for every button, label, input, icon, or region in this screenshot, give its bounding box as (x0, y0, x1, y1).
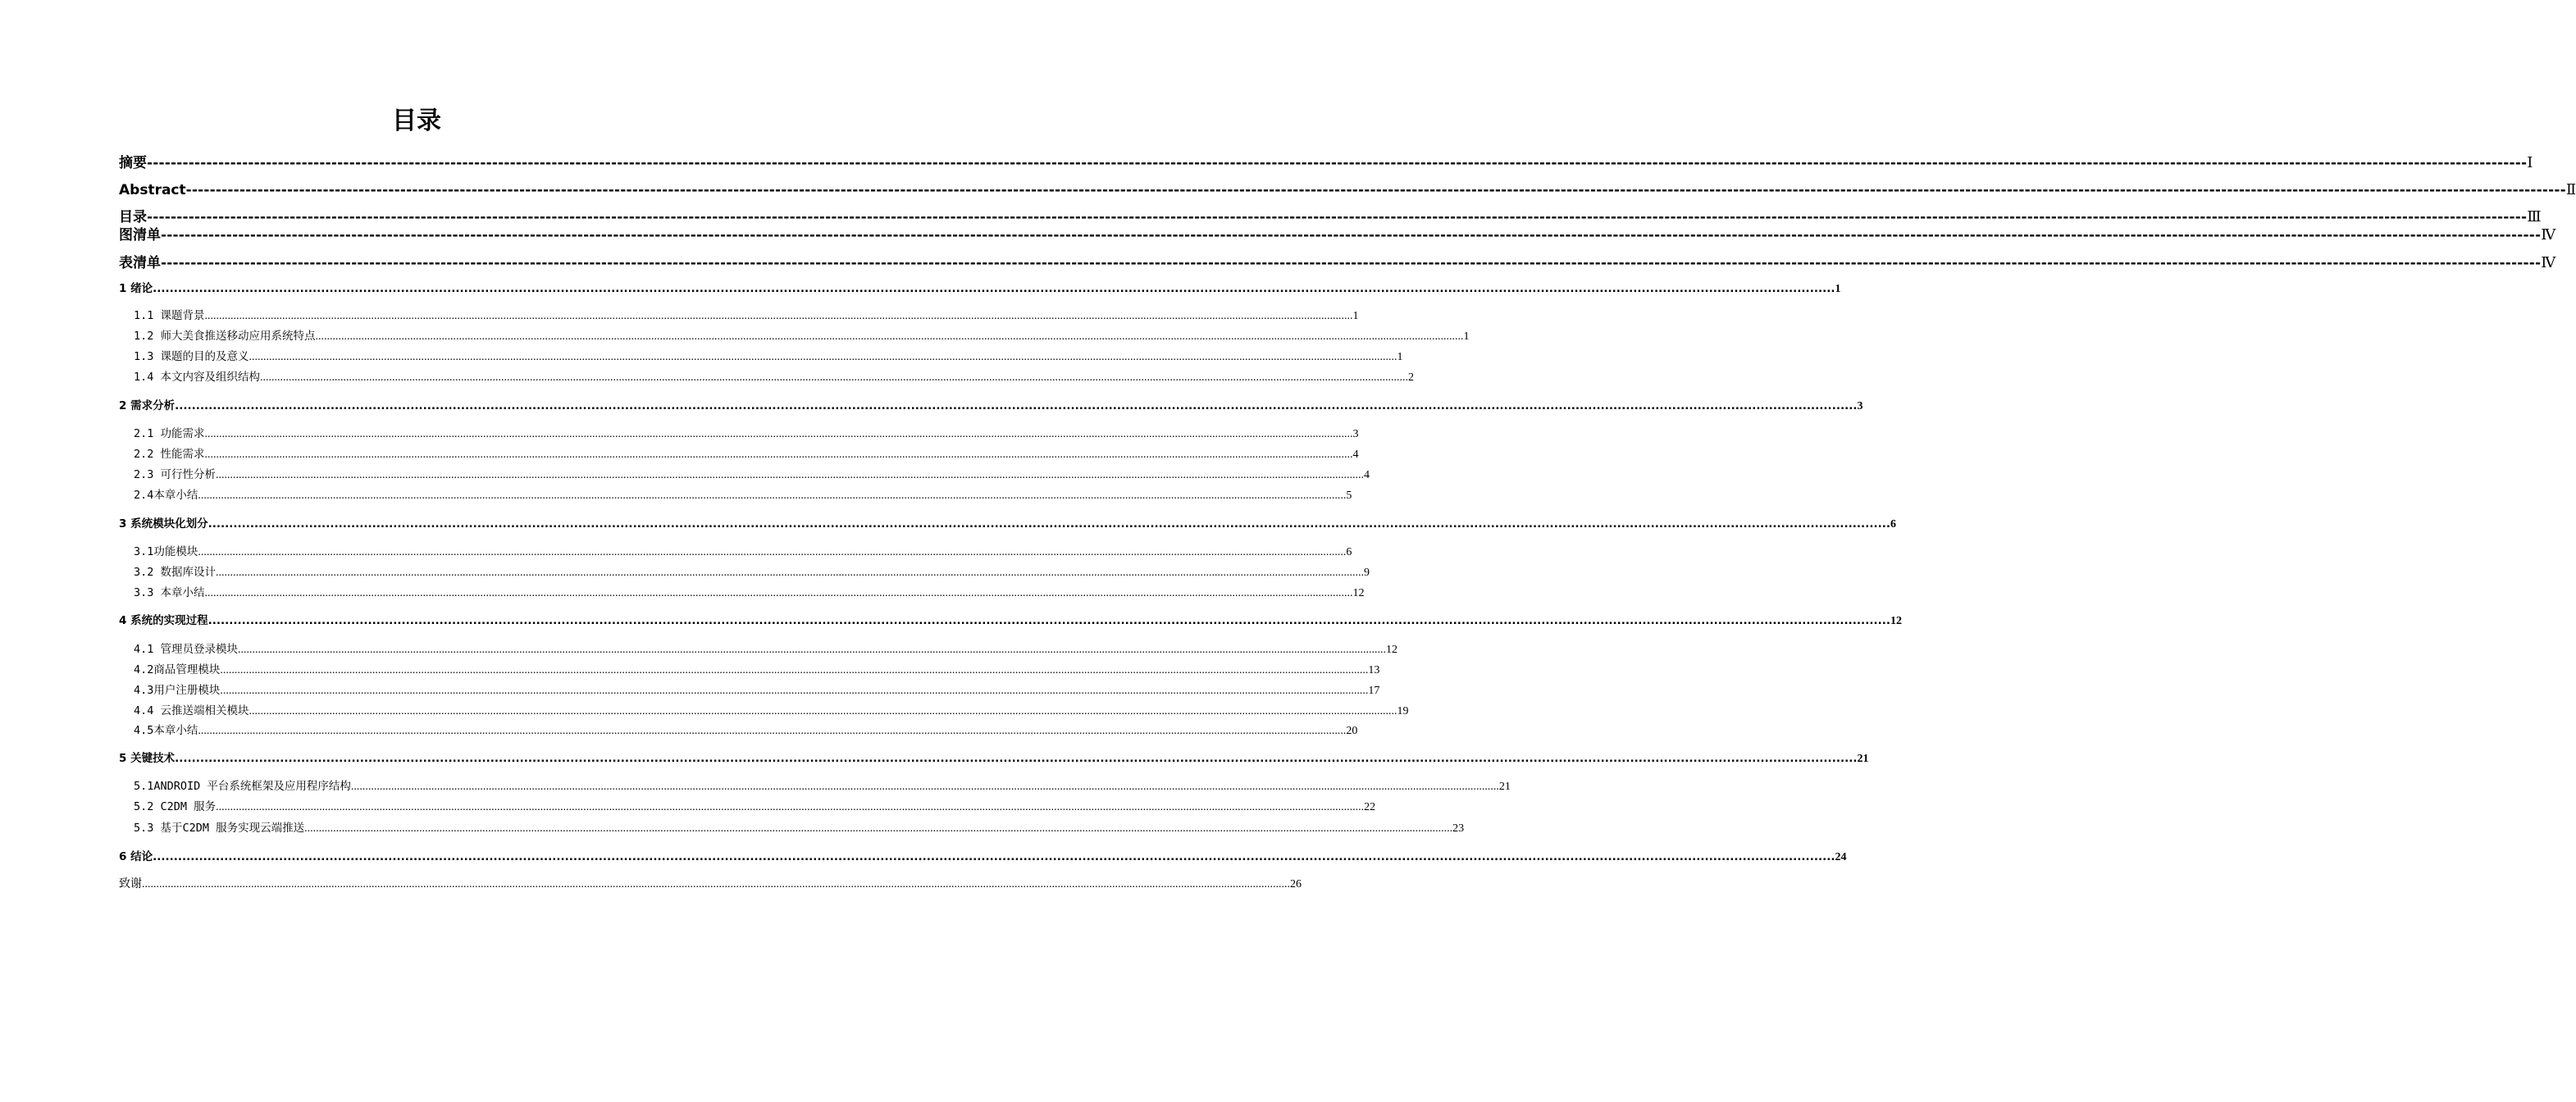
toc-entry-label: 4 系统的实现过程 (119, 614, 208, 627)
toc-entry-page-number: Ⅱ (2565, 181, 2576, 198)
dot-leader: ................................................................................................................................................................................................................................................................................................................................................................................................................ (198, 490, 1347, 502)
dot-leader: ................................................................................................................................................................................................................................................................................................................................................................................................................ (248, 351, 1397, 363)
dot-leader: ................................................................................................................................................................................................................................................................................................................................................................................................................ (220, 685, 1369, 697)
toc-entry-page-number: Ⅳ (2541, 254, 2556, 271)
dot-leader: ................................................................................................................................................................................................................................................................................................................................................................................................................ (207, 517, 1890, 531)
dot-leader: ................................................................................................................................................................................................................................................................................................................................................................................................................ (238, 644, 1387, 656)
toc-entry-page-number: 21 (1498, 781, 1511, 793)
toc-entry-label: 4.3用户注册模块 (134, 684, 221, 697)
toc-entry-label: 表清单 (119, 255, 161, 271)
toc-front-entry[interactable] (119, 225, 2556, 245)
toc-entry-page-number: 1 (1397, 351, 1403, 363)
toc-entry-label: 1.1 课题背景 (134, 309, 205, 322)
toc-entry-label: 1.2 师大美食推送移动应用系统特点 (134, 330, 316, 343)
toc-section-entry[interactable] (134, 369, 1415, 385)
dot-leader: ---------------------------------------------------------------------------------------------------------------------------------------------------------------------------------------------------------------------------------------------------------------------------------------------------------------------------------------------------------------------------------------------------------------- (161, 255, 2542, 271)
toc-entry-page-number: 1 (1463, 330, 1470, 343)
toc-entry-page-number: Ⅲ (2527, 208, 2542, 225)
toc-chapter-entry[interactable] (119, 280, 1841, 297)
toc-chapter-entry[interactable] (119, 750, 1869, 767)
toc-entry-label: 1.4 本文内容及组织结构 (134, 371, 261, 384)
dot-leader: ................................................................................................................................................................................................................................................................................................................................................................................................................ (204, 310, 1353, 322)
toc-front-entry[interactable] (119, 253, 2556, 273)
toc-entry-page-number: 2 (1408, 371, 1415, 384)
toc-entry-label: 2.1 功能需求 (134, 427, 205, 440)
toc-entry-label: 致谢 (119, 878, 142, 890)
dot-leader: ---------------------------------------------------------------------------------------------------------------------------------------------------------------------------------------------------------------------------------------------------------------------------------------------------------------------------------------------------------------------------------------------------------------- (185, 182, 2566, 198)
toc-entry-label: 5 关键技术 (119, 752, 176, 765)
dot-leader: ................................................................................................................................................................................................................................................................................................................................................................................................................ (153, 282, 1835, 295)
toc-entry-page-number: 6 (1346, 546, 1352, 558)
toc-entry-label: Abstract (119, 182, 186, 198)
dot-leader: ---------------------------------------------------------------------------------------------------------------------------------------------------------------------------------------------------------------------------------------------------------------------------------------------------------------------------------------------------------------------------------------------------------------- (161, 227, 2542, 244)
dot-leader: ................................................................................................................................................................................................................................................................................................................................................................................................................ (175, 399, 1858, 412)
toc-section-entry[interactable] (134, 799, 1376, 815)
dot-leader: ................................................................................................................................................................................................................................................................................................................................................................................................................ (153, 850, 1835, 863)
toc-section-entry[interactable] (134, 328, 1470, 344)
toc-section-entry[interactable] (134, 820, 1465, 836)
dot-leader: ................................................................................................................................................................................................................................................................................................................................................................................................................ (204, 587, 1353, 599)
toc-section-entry[interactable] (134, 703, 1409, 719)
toc-entry-page-number: 5 (1346, 490, 1352, 502)
toc-chapter-entry[interactable] (119, 849, 1847, 865)
toc-entry-page-number: Ⅳ (2541, 226, 2556, 244)
toc-entry-label: 2.2 性能需求 (134, 448, 205, 461)
dot-leader: ---------------------------------------------------------------------------------------------------------------------------------------------------------------------------------------------------------------------------------------------------------------------------------------------------------------------------------------------------------------------------------------------------------------- (147, 209, 2528, 225)
toc-entry-page-number: 23 (1452, 822, 1465, 835)
toc-entry-label: 摘要 (119, 155, 147, 171)
toc-entry-page-number: 1 (1835, 283, 1841, 295)
toc-section-entry[interactable] (134, 307, 1359, 324)
toc-entry-page-number: 3 (1857, 400, 1863, 412)
toc-entry-label: 4.1 管理员登录模块 (134, 643, 239, 656)
toc-chapter-entry[interactable] (119, 612, 1902, 629)
dot-leader: ................................................................................................................................................................................................................................................................................................................................................................................................................ (198, 546, 1347, 558)
toc-entry-label: 3 系统模块化划分 (119, 517, 208, 531)
toc-entry-label: 2 需求分析 (119, 399, 176, 412)
toc-entry-label: 4.2商品管理模块 (134, 663, 221, 676)
toc-back-entry[interactable] (119, 877, 1302, 893)
toc-section-entry[interactable] (134, 544, 1352, 560)
toc-entry-label: 3.2 数据库设计 (134, 566, 217, 579)
toc-entry-label: 5.1ANDROID 平台系统框架及应用程序结构 (134, 780, 351, 793)
toc-section-entry[interactable] (134, 585, 1365, 601)
dot-leader: ................................................................................................................................................................................................................................................................................................................................................................................................................ (248, 705, 1397, 717)
toc-front-entry[interactable] (119, 180, 2576, 200)
toc-title: 目录 (392, 107, 441, 135)
dot-leader: ................................................................................................................................................................................................................................................................................................................................................................................................................ (204, 428, 1353, 440)
toc-entry-label: 2.3 可行性分析 (134, 468, 217, 481)
toc-entry-label: 1.3 课题的目的及意义 (134, 350, 249, 363)
toc-entry-label: 2.4本章小结 (134, 489, 198, 502)
toc-section-entry[interactable] (134, 722, 1358, 739)
dot-leader: ................................................................................................................................................................................................................................................................................................................................................................................................................ (198, 725, 1347, 737)
toc-entry-label: 3.1功能模块 (134, 545, 198, 558)
toc-entry-label: 4.4 云推送端相关模块 (134, 704, 249, 717)
toc-entry-label: 5.3 基于C2DM 服务实现云端推送 (134, 822, 305, 835)
dot-leader: ................................................................................................................................................................................................................................................................................................................................................................................................................ (142, 878, 1290, 890)
toc-entry-page-number: 12 (1386, 644, 1398, 656)
dot-leader: ................................................................................................................................................................................................................................................................................................................................................................................................................ (220, 664, 1369, 676)
dot-leader: ................................................................................................................................................................................................................................................................................................................................................................................................................ (204, 449, 1353, 461)
toc-entry-page-number: 1 (1352, 310, 1359, 322)
dot-leader: ................................................................................................................................................................................................................................................................................................................................................................................................................ (350, 781, 1499, 793)
toc-entry-label: 6 结论 (119, 850, 153, 863)
toc-section-entry[interactable] (134, 348, 1403, 365)
toc-entry-page-number: 4 (1364, 469, 1370, 481)
toc-entry-page-number: 3 (1352, 428, 1359, 440)
toc-entry-label: 4.5本章小结 (134, 724, 198, 737)
dot-leader: ................................................................................................................................................................................................................................................................................................................................................................................................................ (260, 371, 1409, 384)
toc-chapter-entry[interactable] (119, 398, 1863, 414)
toc-section-entry[interactable] (134, 467, 1370, 483)
toc-front-entry[interactable] (119, 153, 2533, 173)
toc-section-entry[interactable] (134, 564, 1370, 581)
dot-leader: ................................................................................................................................................................................................................................................................................................................................................................................................................ (216, 801, 1365, 813)
toc-entry-label: 3.3 本章小结 (134, 586, 205, 599)
toc-entry-page-number: 22 (1364, 801, 1376, 813)
toc-entry-page-number: 24 (1835, 851, 1847, 863)
toc-entry-page-number: 20 (1346, 725, 1358, 737)
toc-entry-page-number: 6 (1890, 518, 1896, 531)
dot-leader: ................................................................................................................................................................................................................................................................................................................................................................................................................ (175, 752, 1858, 765)
toc-entry-page-number: 12 (1352, 587, 1365, 599)
toc-entry-page-number: Ⅰ (2527, 154, 2533, 171)
toc-section-entry[interactable] (134, 446, 1359, 462)
dot-leader: ................................................................................................................................................................................................................................................................................................................................................................................................................ (216, 469, 1365, 481)
toc-entry-page-number: 19 (1397, 705, 1409, 717)
dot-leader: ---------------------------------------------------------------------------------------------------------------------------------------------------------------------------------------------------------------------------------------------------------------------------------------------------------------------------------------------------------------------------------------------------------------- (147, 155, 2528, 171)
dot-leader: ................................................................................................................................................................................................................................................................................................................................................................................................................ (216, 567, 1365, 579)
toc-chapter-entry[interactable] (119, 516, 1896, 532)
toc-section-entry[interactable] (134, 487, 1352, 503)
toc-entry-label: 目录 (119, 209, 147, 225)
toc-section-entry[interactable] (134, 662, 1380, 678)
toc-section-entry[interactable] (134, 426, 1359, 442)
toc-entry-page-number: 13 (1368, 664, 1380, 676)
toc-section-entry[interactable] (134, 778, 1511, 795)
toc-section-entry[interactable] (134, 641, 1398, 658)
toc-entry-label: 5.2 C2DM 服务 (134, 800, 217, 813)
toc-entry-page-number: 21 (1857, 753, 1869, 765)
toc-entry-page-number: 26 (1290, 878, 1302, 890)
toc-entry-label: 1 绪论 (119, 282, 153, 295)
dot-leader: ................................................................................................................................................................................................................................................................................................................................................................................................................ (207, 614, 1890, 627)
toc-front-entry[interactable] (119, 207, 2542, 227)
toc-entry-page-number: 17 (1368, 685, 1380, 697)
dot-leader: ................................................................................................................................................................................................................................................................................................................................................................................................................ (304, 822, 1453, 835)
toc-entry-page-number: 12 (1890, 615, 1902, 627)
toc-entry-page-number: 9 (1364, 567, 1370, 579)
toc-section-entry[interactable] (134, 682, 1380, 699)
toc-entry-label: 图清单 (119, 227, 161, 244)
dot-leader: ................................................................................................................................................................................................................................................................................................................................................................................................................ (315, 330, 1464, 343)
toc-entry-page-number: 4 (1352, 449, 1359, 461)
